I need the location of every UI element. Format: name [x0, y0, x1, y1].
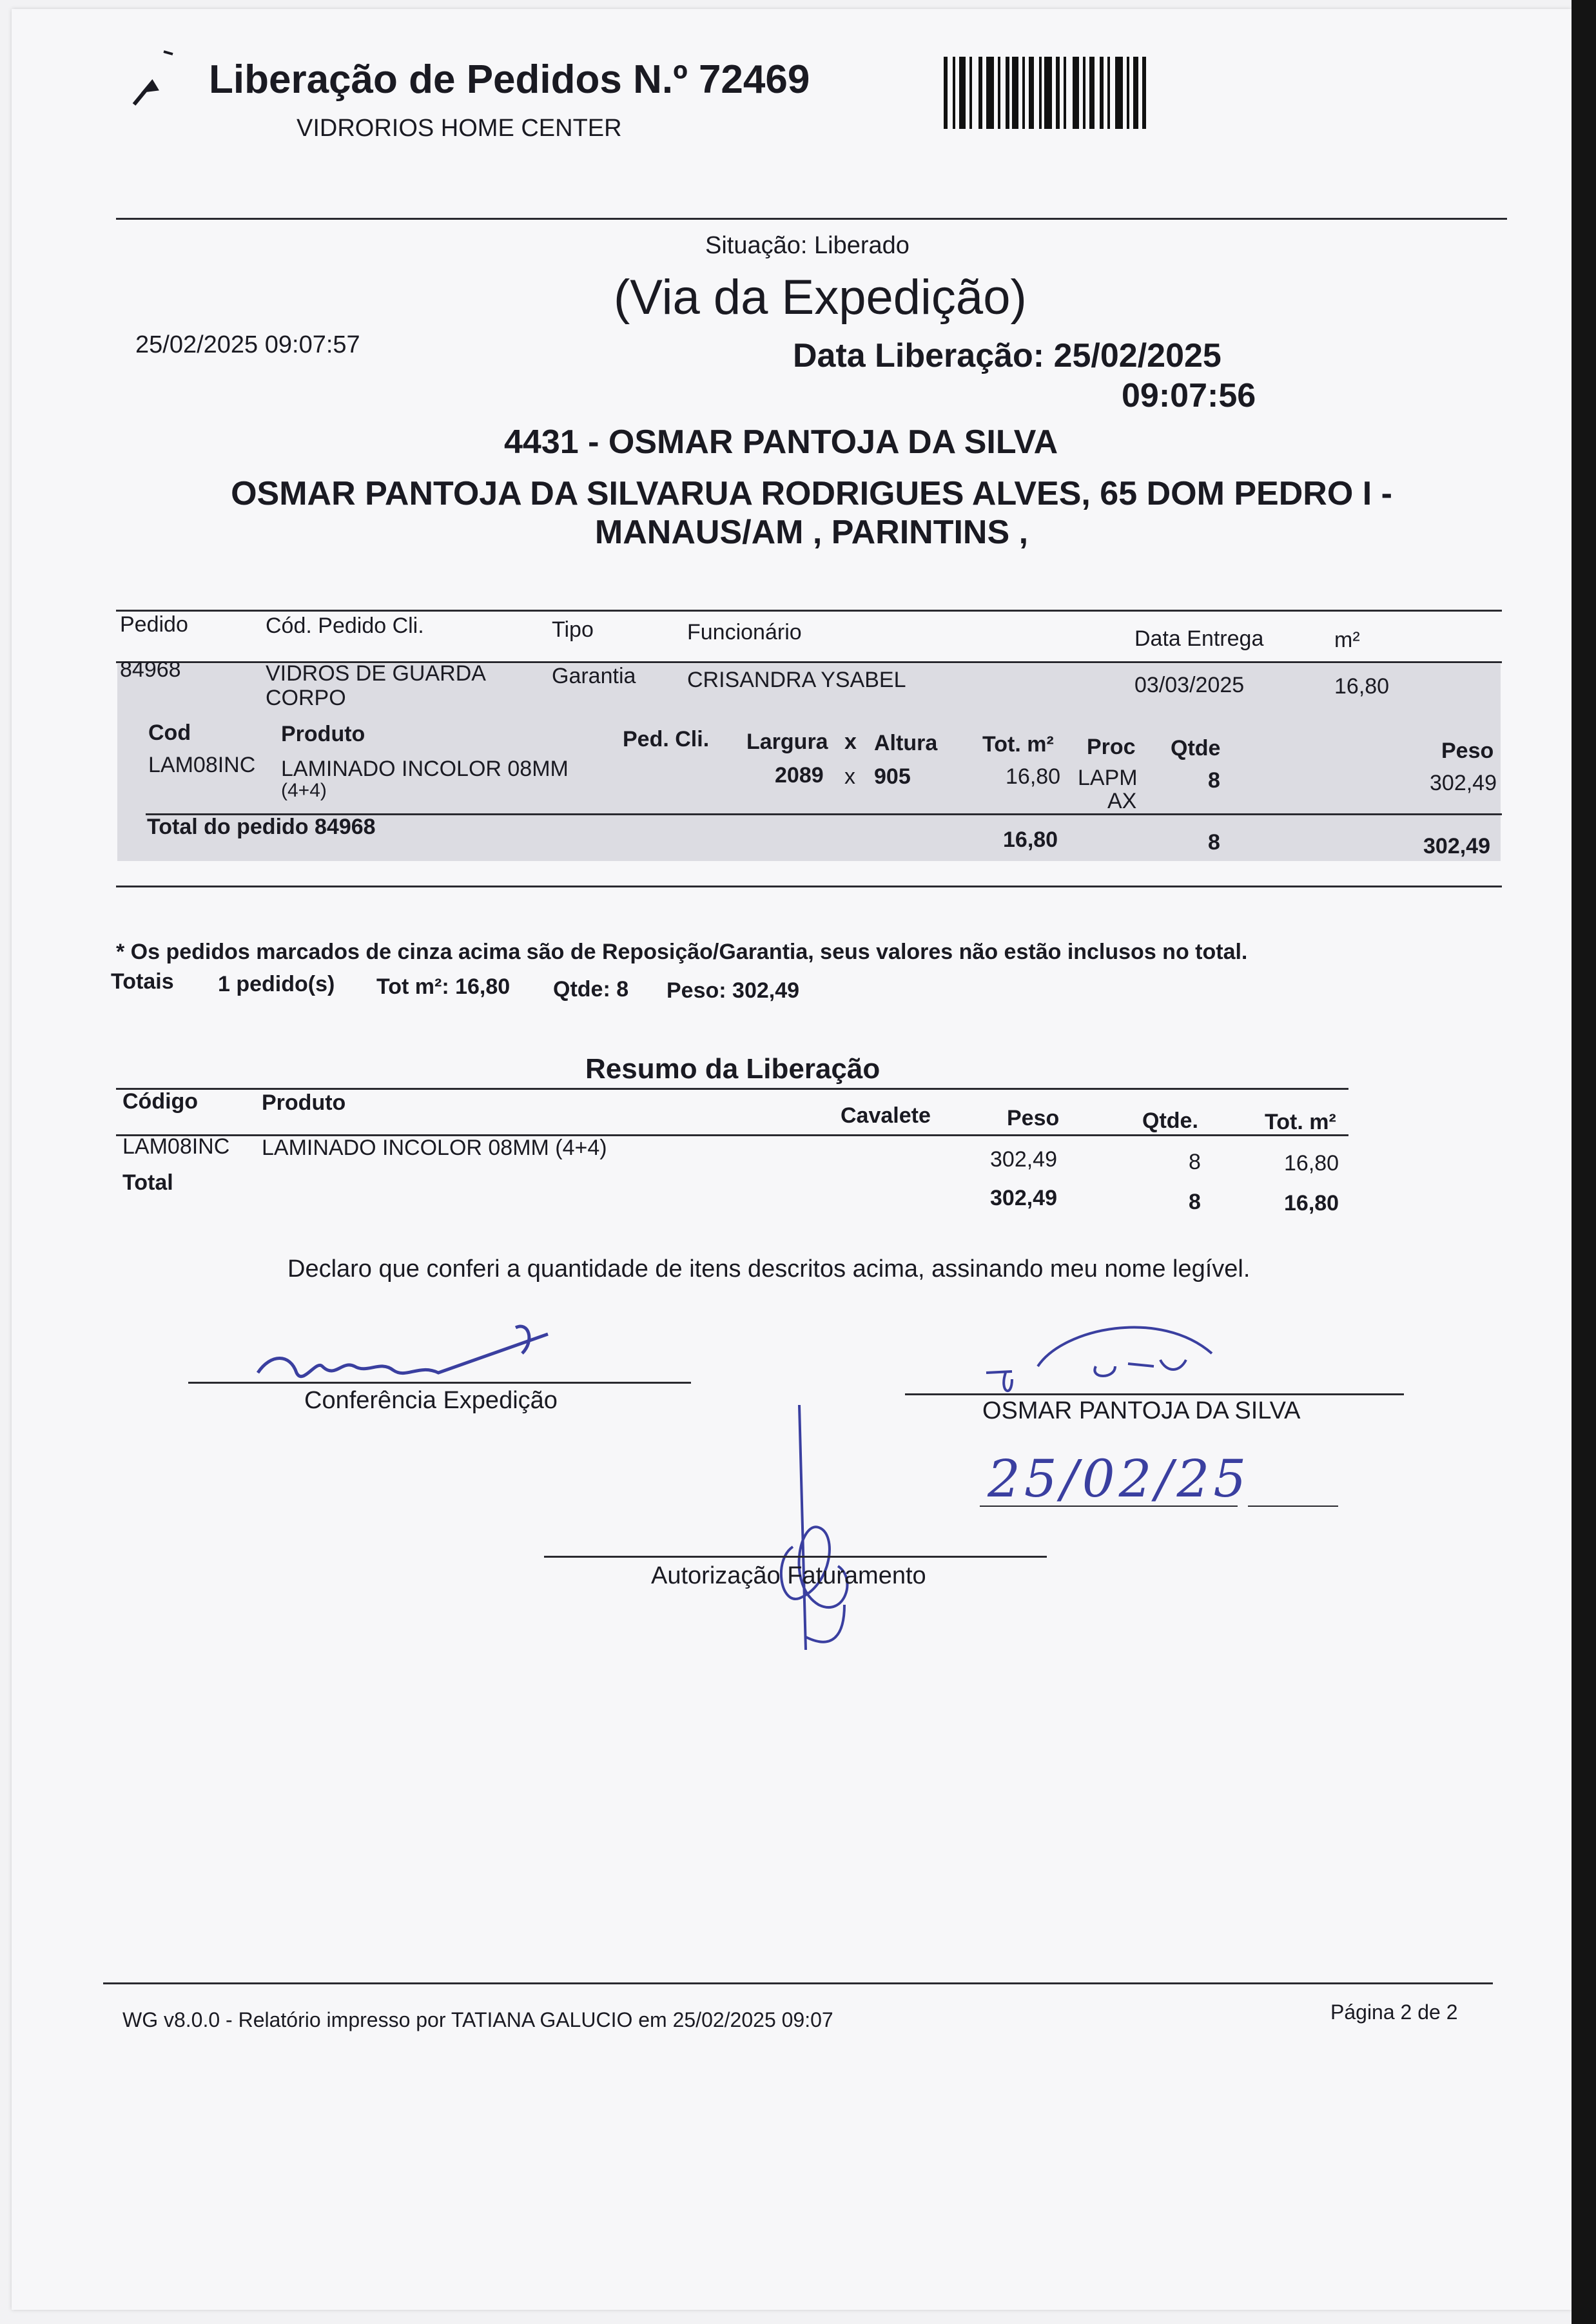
totais-qtde: Qtde: 8 [553, 977, 629, 1002]
order-table-top-rule [116, 610, 1502, 612]
printed-timestamp: 25/02/2025 09:07:57 [135, 331, 360, 358]
line-cliente [905, 1393, 1404, 1395]
item-largura: 2089 [775, 763, 824, 788]
col-tipo: Tipo [552, 617, 594, 642]
resumo-total-peso: 302,49 [990, 1186, 1057, 1210]
item-produto-1: LAMINADO INCOLOR 08MM [281, 757, 569, 781]
line-time [1248, 1506, 1338, 1507]
item-tot-m2: 16,80 [1006, 764, 1061, 789]
item-col-cod: Cod [148, 721, 191, 745]
resumo-col-tot-m2: Tot. m² [1265, 1110, 1336, 1134]
order-total-m2: 16,80 [1003, 828, 1058, 852]
cliente-name: OSMAR PANTOJA DA SILVA [982, 1397, 1301, 1424]
totais-pedidos: 1 pedido(s) [218, 972, 335, 996]
col-pedido: Pedido [120, 612, 188, 637]
footer-page: Página 2 de 2 [1330, 2000, 1458, 2024]
cell-cod-pedido-cli-1: VIDROS DE GUARDA [266, 661, 486, 686]
totais-peso: Peso: 302,49 [667, 978, 800, 1003]
cell-m2: 16,80 [1334, 674, 1390, 699]
via-label: (Via da Expedição) [614, 270, 1027, 325]
resumo-total-label: Total [122, 1170, 173, 1195]
pen-mark-icon [126, 45, 184, 110]
resumo-tot-m2: 16,80 [1284, 1151, 1339, 1176]
resumo-produto: LAMINADO INCOLOR 08MM (4+4) [262, 1136, 607, 1160]
hora-liberacao: 09:07:56 [1122, 377, 1256, 414]
item-altura: 905 [874, 764, 911, 789]
item-col-altura: Altura [874, 731, 938, 755]
order-total-peso: 302,49 [1423, 834, 1490, 858]
cell-pedido: 84968 [120, 657, 181, 682]
resumo-qtde: 8 [1189, 1150, 1201, 1174]
header-divider [116, 218, 1507, 220]
order-total-label: Total do pedido 84968 [147, 815, 376, 839]
footer-printed-by: WG v8.0.0 - Relatório impresso por TATIANA GALUCIO em 25/02/2025 09:07 [122, 2008, 833, 2031]
document-title: Liberação de Pedidos N.º 72469 [209, 57, 810, 102]
cell-tipo: Garantia [552, 664, 636, 688]
line-conferencia [188, 1382, 691, 1384]
resumo-peso: 302,49 [990, 1147, 1057, 1172]
signature-autorizacao [761, 1392, 877, 1663]
item-col-peso: Peso [1441, 739, 1494, 763]
col-m2: m² [1334, 628, 1360, 652]
resumo-total-tot-m2: 16,80 [1284, 1191, 1339, 1215]
totais-label: Totais [111, 969, 174, 994]
address-line-1: OSMAR PANTOJA DA SILVARUA RODRIGUES ALVES, 65 DOM PEDRO I - [231, 475, 1392, 512]
resumo-col-cavalete: Cavalete [841, 1103, 931, 1128]
autorizacao-label: Autorização Faturamento [651, 1562, 926, 1589]
item-produto-2: (4+4) [281, 780, 327, 801]
item-col-produto: Produto [281, 722, 365, 746]
item-col-ped-cli: Ped. Cli. [623, 727, 710, 751]
resumo-col-codigo: Código [122, 1089, 199, 1114]
order-table-bottom-rule [116, 886, 1502, 887]
company-name: VIDRORIOS HOME CENTER [297, 115, 622, 142]
item-cod: LAM08INC [148, 753, 256, 777]
item-peso: 302,49 [1430, 771, 1497, 795]
cell-cod-pedido-cli-2: CORPO [266, 686, 346, 710]
situacao: Situação: Liberado [705, 232, 910, 259]
item-col-proc: Proc [1087, 735, 1136, 759]
client-line: 4431 - OSMAR PANTOJA DA SILVA [504, 423, 1058, 461]
line-autorizacao [544, 1556, 1047, 1558]
reposicao-note: * Os pedidos marcados de cinza acima são de Reposição/Garantia, seus valores não estão inclusos no total. [116, 940, 1248, 964]
declaracao-text: Declaro que conferi a quantidade de itens descritos acima, assinando meu nome legível. [287, 1255, 1251, 1283]
col-cod-pedido-cli: Cód. Pedido Cli. [266, 614, 424, 638]
resumo-col-qtde: Qtde. [1142, 1109, 1198, 1133]
conferencia-label: Conferência Expedição [304, 1387, 558, 1414]
order-total-qtde: 8 [1208, 830, 1220, 855]
data-liberacao: Data Liberação: 25/02/2025 [793, 337, 1221, 374]
footer-rule [103, 1982, 1493, 1984]
item-proc-2: AX [1107, 789, 1137, 813]
col-funcionario: Funcionário [687, 620, 802, 644]
resumo-title: Resumo da Liberação [585, 1053, 881, 1085]
item-x: x [844, 764, 855, 789]
resumo-col-produto: Produto [262, 1090, 346, 1115]
item-col-largura: Largura [746, 730, 828, 754]
handwritten-date: 25/02/25 [988, 1449, 1251, 1509]
cell-funcionario: CRISANDRA YSABEL [687, 668, 906, 692]
item-col-qtde: Qtde [1171, 736, 1221, 760]
item-col-tot-m2: Tot. m² [982, 732, 1054, 757]
line-date [980, 1506, 1238, 1507]
cell-data-entrega: 03/03/2025 [1134, 673, 1245, 697]
item-qtde: 8 [1208, 768, 1220, 793]
totais-m2: Tot m²: 16,80 [376, 974, 511, 999]
item-proc-1: LAPM [1078, 766, 1138, 790]
barcode [944, 57, 1189, 129]
resumo-col-peso: Peso [1007, 1106, 1060, 1130]
item-col-x: x [844, 730, 857, 754]
resumo-total-qtde: 8 [1189, 1190, 1201, 1214]
col-data-entrega: Data Entrega [1134, 626, 1264, 651]
signature-cliente [967, 1302, 1238, 1405]
scan-edge [1572, 0, 1596, 2324]
resumo-top-rule [116, 1088, 1348, 1090]
address-line-2: MANAUS/AM , PARINTINS , [594, 514, 1029, 551]
resumo-codigo: LAM08INC [122, 1134, 230, 1159]
